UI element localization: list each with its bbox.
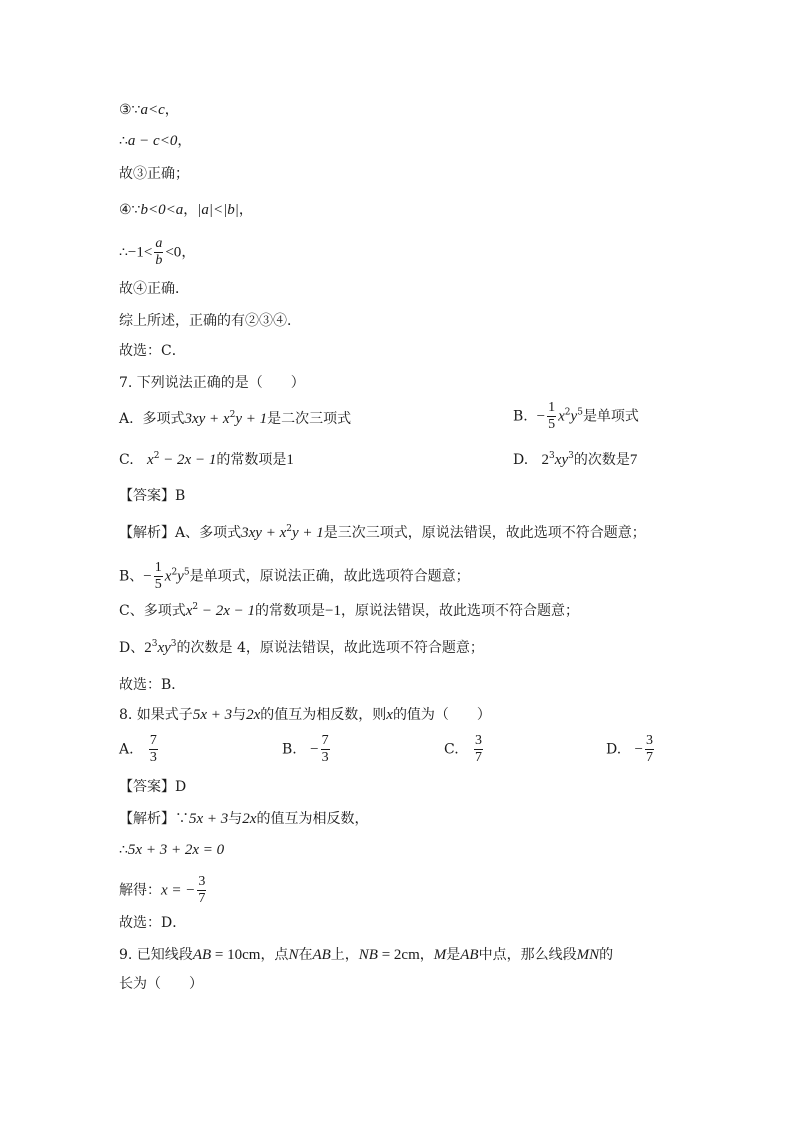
- option-label: A.: [119, 411, 134, 427]
- option-text: 是二次三项式: [267, 411, 352, 427]
- line-prefix: ④∵: [119, 202, 141, 218]
- option-text: 多项式: [142, 411, 185, 427]
- math-expression: x: [147, 452, 154, 468]
- fraction-numerator: 3: [475, 733, 483, 748]
- math-value: = 2cm: [377, 947, 420, 963]
- sign: −: [143, 568, 152, 585]
- question-8-stem: [119, 705, 491, 725]
- fraction-numerator: 3: [646, 733, 654, 748]
- math-expression: x: [164, 568, 172, 585]
- math-expression: a − c<0: [127, 133, 178, 149]
- question-text: 的值为（ ）: [392, 707, 491, 723]
- exponent: 2: [192, 602, 199, 612]
- math-expression: 5x + 3: [192, 707, 233, 723]
- question-8-option-a: [119, 733, 160, 766]
- math-expression: 2: [541, 452, 550, 468]
- explanation-text: B、: [119, 568, 144, 585]
- question-7-option-a: [119, 409, 351, 429]
- question-8-explanation-2: [119, 840, 224, 860]
- math-expression: M: [433, 947, 447, 963]
- solution-line-3-verdict: 故③正确；: [119, 166, 189, 182]
- fraction: [149, 733, 158, 766]
- explanation-text: ，原说法错误，故此选项不符合题意；: [341, 603, 579, 619]
- option-text: 是单项式: [582, 408, 639, 425]
- exponent: 3: [151, 639, 158, 649]
- option-text: 的次数是: [573, 452, 630, 468]
- math-expression: y + 1: [291, 525, 324, 541]
- exponent: 2: [564, 407, 571, 418]
- exponent: 2: [286, 524, 292, 534]
- solution-line-3-conclusion: [119, 131, 191, 151]
- fraction-numerator: 3: [198, 874, 206, 889]
- question-text: ，点: [260, 947, 289, 963]
- math-expression: −1<: [127, 244, 153, 261]
- math-expression: a<c: [140, 102, 165, 118]
- solution-line-4-verdict: 故④正确．: [119, 281, 189, 297]
- explanation-tag: 【解析】: [119, 811, 175, 827]
- therefore-symbol: ∴: [119, 842, 128, 858]
- fraction: [197, 874, 206, 907]
- solution-line-4-conclusion: [119, 236, 195, 269]
- exponent: 2: [171, 567, 178, 578]
- question-7-stem: 7. 下列说法正确的是（ ）: [119, 375, 305, 391]
- exponent: 3: [549, 451, 555, 461]
- exponent: 2: [153, 451, 160, 461]
- question-7-explanation-c: [119, 601, 579, 621]
- math-expression: 5x + 3 + 2x = 0: [127, 842, 225, 858]
- solution-line-4: [119, 200, 253, 220]
- solution-summary: 综上所述，正确的有②③④．: [119, 313, 301, 329]
- math-expression: − 2x − 1: [198, 603, 256, 619]
- question-7-answer: 【答案】B: [119, 488, 186, 504]
- because-symbol: ∵: [175, 811, 189, 827]
- math-expression: x: [386, 707, 393, 723]
- fraction-denominator: 5: [548, 417, 556, 432]
- math-expression: MN: [576, 947, 600, 963]
- math-expression: x: [185, 603, 193, 619]
- explanation-text: C、多项式: [119, 603, 186, 619]
- option-label: A.: [119, 741, 134, 758]
- fraction-numerator: 1: [548, 400, 556, 415]
- fraction: [547, 400, 556, 433]
- explanation-text: 解得：: [119, 882, 161, 899]
- question-7-explanation-a: [119, 523, 646, 543]
- option-label: D.: [513, 452, 529, 468]
- math-value: 7: [629, 452, 638, 468]
- sign: −: [310, 741, 319, 758]
- punctuation: ，: [181, 244, 196, 261]
- fraction: [154, 236, 163, 269]
- exponent: 5: [183, 567, 190, 578]
- question-text: 9. 已知线段: [119, 947, 193, 963]
- math-expression: x = −: [161, 882, 196, 899]
- question-7-explanation-b: [119, 560, 470, 593]
- math-expression: 3xy + x: [184, 411, 230, 427]
- question-text: 8. 如果式子: [119, 707, 193, 723]
- question-9-stem-line-2: 长为（ ）: [119, 976, 203, 992]
- explanation-text: D、: [119, 640, 145, 656]
- exponent: 5: [577, 407, 583, 418]
- fraction: [321, 733, 330, 766]
- question-9-stem-line-1: [119, 945, 613, 965]
- option-label: C.: [444, 741, 459, 758]
- question-8-option-c: [444, 733, 485, 766]
- math-expression: x: [558, 408, 565, 425]
- fraction: [154, 560, 163, 593]
- question-8-choice: 故选：D．: [119, 915, 187, 931]
- explanation-text: 是单项式，原说法正确，故此选项符合题意；: [189, 568, 470, 585]
- sign: −: [634, 741, 644, 758]
- sign: −: [536, 408, 546, 425]
- question-text: 与: [232, 707, 247, 723]
- math-expression: |a|<|b|: [197, 202, 239, 218]
- question-text: 是: [446, 947, 461, 963]
- question-text: ，: [419, 947, 434, 963]
- math-value: 1: [286, 452, 294, 468]
- math-value: = 10cm: [211, 947, 261, 963]
- fraction-denominator: 7: [198, 891, 206, 906]
- question-8-answer: 【答案】D: [119, 779, 187, 795]
- math-expression: y + 1: [235, 411, 268, 427]
- fraction: [474, 733, 483, 766]
- option-text: 的常数项是: [216, 452, 287, 468]
- fraction-numerator: a: [155, 236, 163, 251]
- question-7-option-d: [513, 450, 637, 470]
- fraction-denominator: 7: [475, 750, 483, 765]
- fraction-denominator: 3: [321, 750, 329, 765]
- math-expression: <0: [165, 244, 182, 261]
- explanation-text: A、多项式: [175, 525, 242, 541]
- math-expression: 2: [144, 640, 152, 656]
- math-expression: y: [570, 408, 578, 425]
- fraction-denominator: 7: [646, 750, 654, 765]
- question-text: 的: [599, 947, 614, 963]
- question-text: 上，: [330, 947, 359, 963]
- math-expression: 5x + 3: [189, 811, 229, 827]
- exponent: 2: [229, 410, 236, 420]
- math-expression: 2x: [242, 811, 257, 827]
- question-text: 的值互为相反数，则: [260, 707, 387, 723]
- math-expression: b<0<a: [140, 202, 184, 218]
- question-7-explanation-d: [119, 638, 484, 658]
- punctuation: ，: [238, 202, 253, 218]
- question-8-option-b: [282, 733, 332, 766]
- question-7-option-b: [513, 400, 639, 433]
- question-text: 在: [298, 947, 313, 963]
- math-expression: y: [177, 568, 184, 585]
- exponent: 3: [568, 451, 574, 461]
- fraction-numerator: 1: [154, 560, 162, 575]
- line-prefix: ③∵: [119, 102, 141, 118]
- math-expression: 3xy + x: [241, 525, 287, 541]
- fraction-denominator: b: [155, 253, 163, 268]
- punctuation: ，: [164, 102, 179, 118]
- solution-line-3: [119, 100, 179, 120]
- fraction: [645, 733, 654, 766]
- explanation-text: 的次数是 4，原说法错误，故此选项不符合题意；: [176, 640, 484, 656]
- therefore-symbol: ∴: [119, 244, 128, 261]
- question-text: 中点，那么线段: [478, 947, 577, 963]
- explanation-text: 是三次三项式，原说法错误，故此选项不符合题意；: [323, 525, 646, 541]
- punctuation: ，: [183, 202, 198, 218]
- option-label: B.: [513, 408, 528, 425]
- math-expression: xy: [554, 452, 569, 468]
- explanation-tag: 【解析】: [119, 525, 175, 541]
- explanation-text: 与: [228, 811, 243, 827]
- exponent: 3: [170, 639, 177, 649]
- fraction-numerator: 7: [321, 733, 329, 748]
- math-value: −1: [325, 603, 341, 619]
- question-7-option-c: [119, 450, 294, 470]
- question-8-option-d: [606, 733, 656, 766]
- math-expression: AB: [460, 947, 479, 963]
- fraction-denominator: 5: [154, 577, 162, 592]
- punctuation: ，: [177, 133, 192, 149]
- math-expression: 2x: [246, 707, 261, 723]
- explanation-text: 的值互为相反数，: [256, 811, 369, 827]
- question-8-explanation-3: [119, 874, 208, 907]
- question-8-explanation-1: [119, 809, 368, 829]
- therefore-symbol: ∴: [119, 133, 128, 149]
- question-7-choice: 故选：B．: [119, 677, 186, 693]
- fraction-denominator: 3: [149, 750, 157, 765]
- option-label: C.: [119, 452, 134, 468]
- math-expression: − 2x − 1: [159, 452, 217, 468]
- math-expression: NB: [358, 947, 378, 963]
- option-label: D.: [606, 741, 622, 758]
- math-expression: AB: [192, 947, 212, 963]
- option-label: B.: [282, 741, 297, 758]
- math-expression: AB: [312, 947, 331, 963]
- explanation-text: 的常数项是: [255, 603, 326, 619]
- fraction-numerator: 7: [149, 733, 157, 748]
- math-expression: N: [288, 947, 299, 963]
- solution-choice: 故选：C．: [119, 343, 186, 359]
- math-expression: xy: [157, 640, 171, 656]
